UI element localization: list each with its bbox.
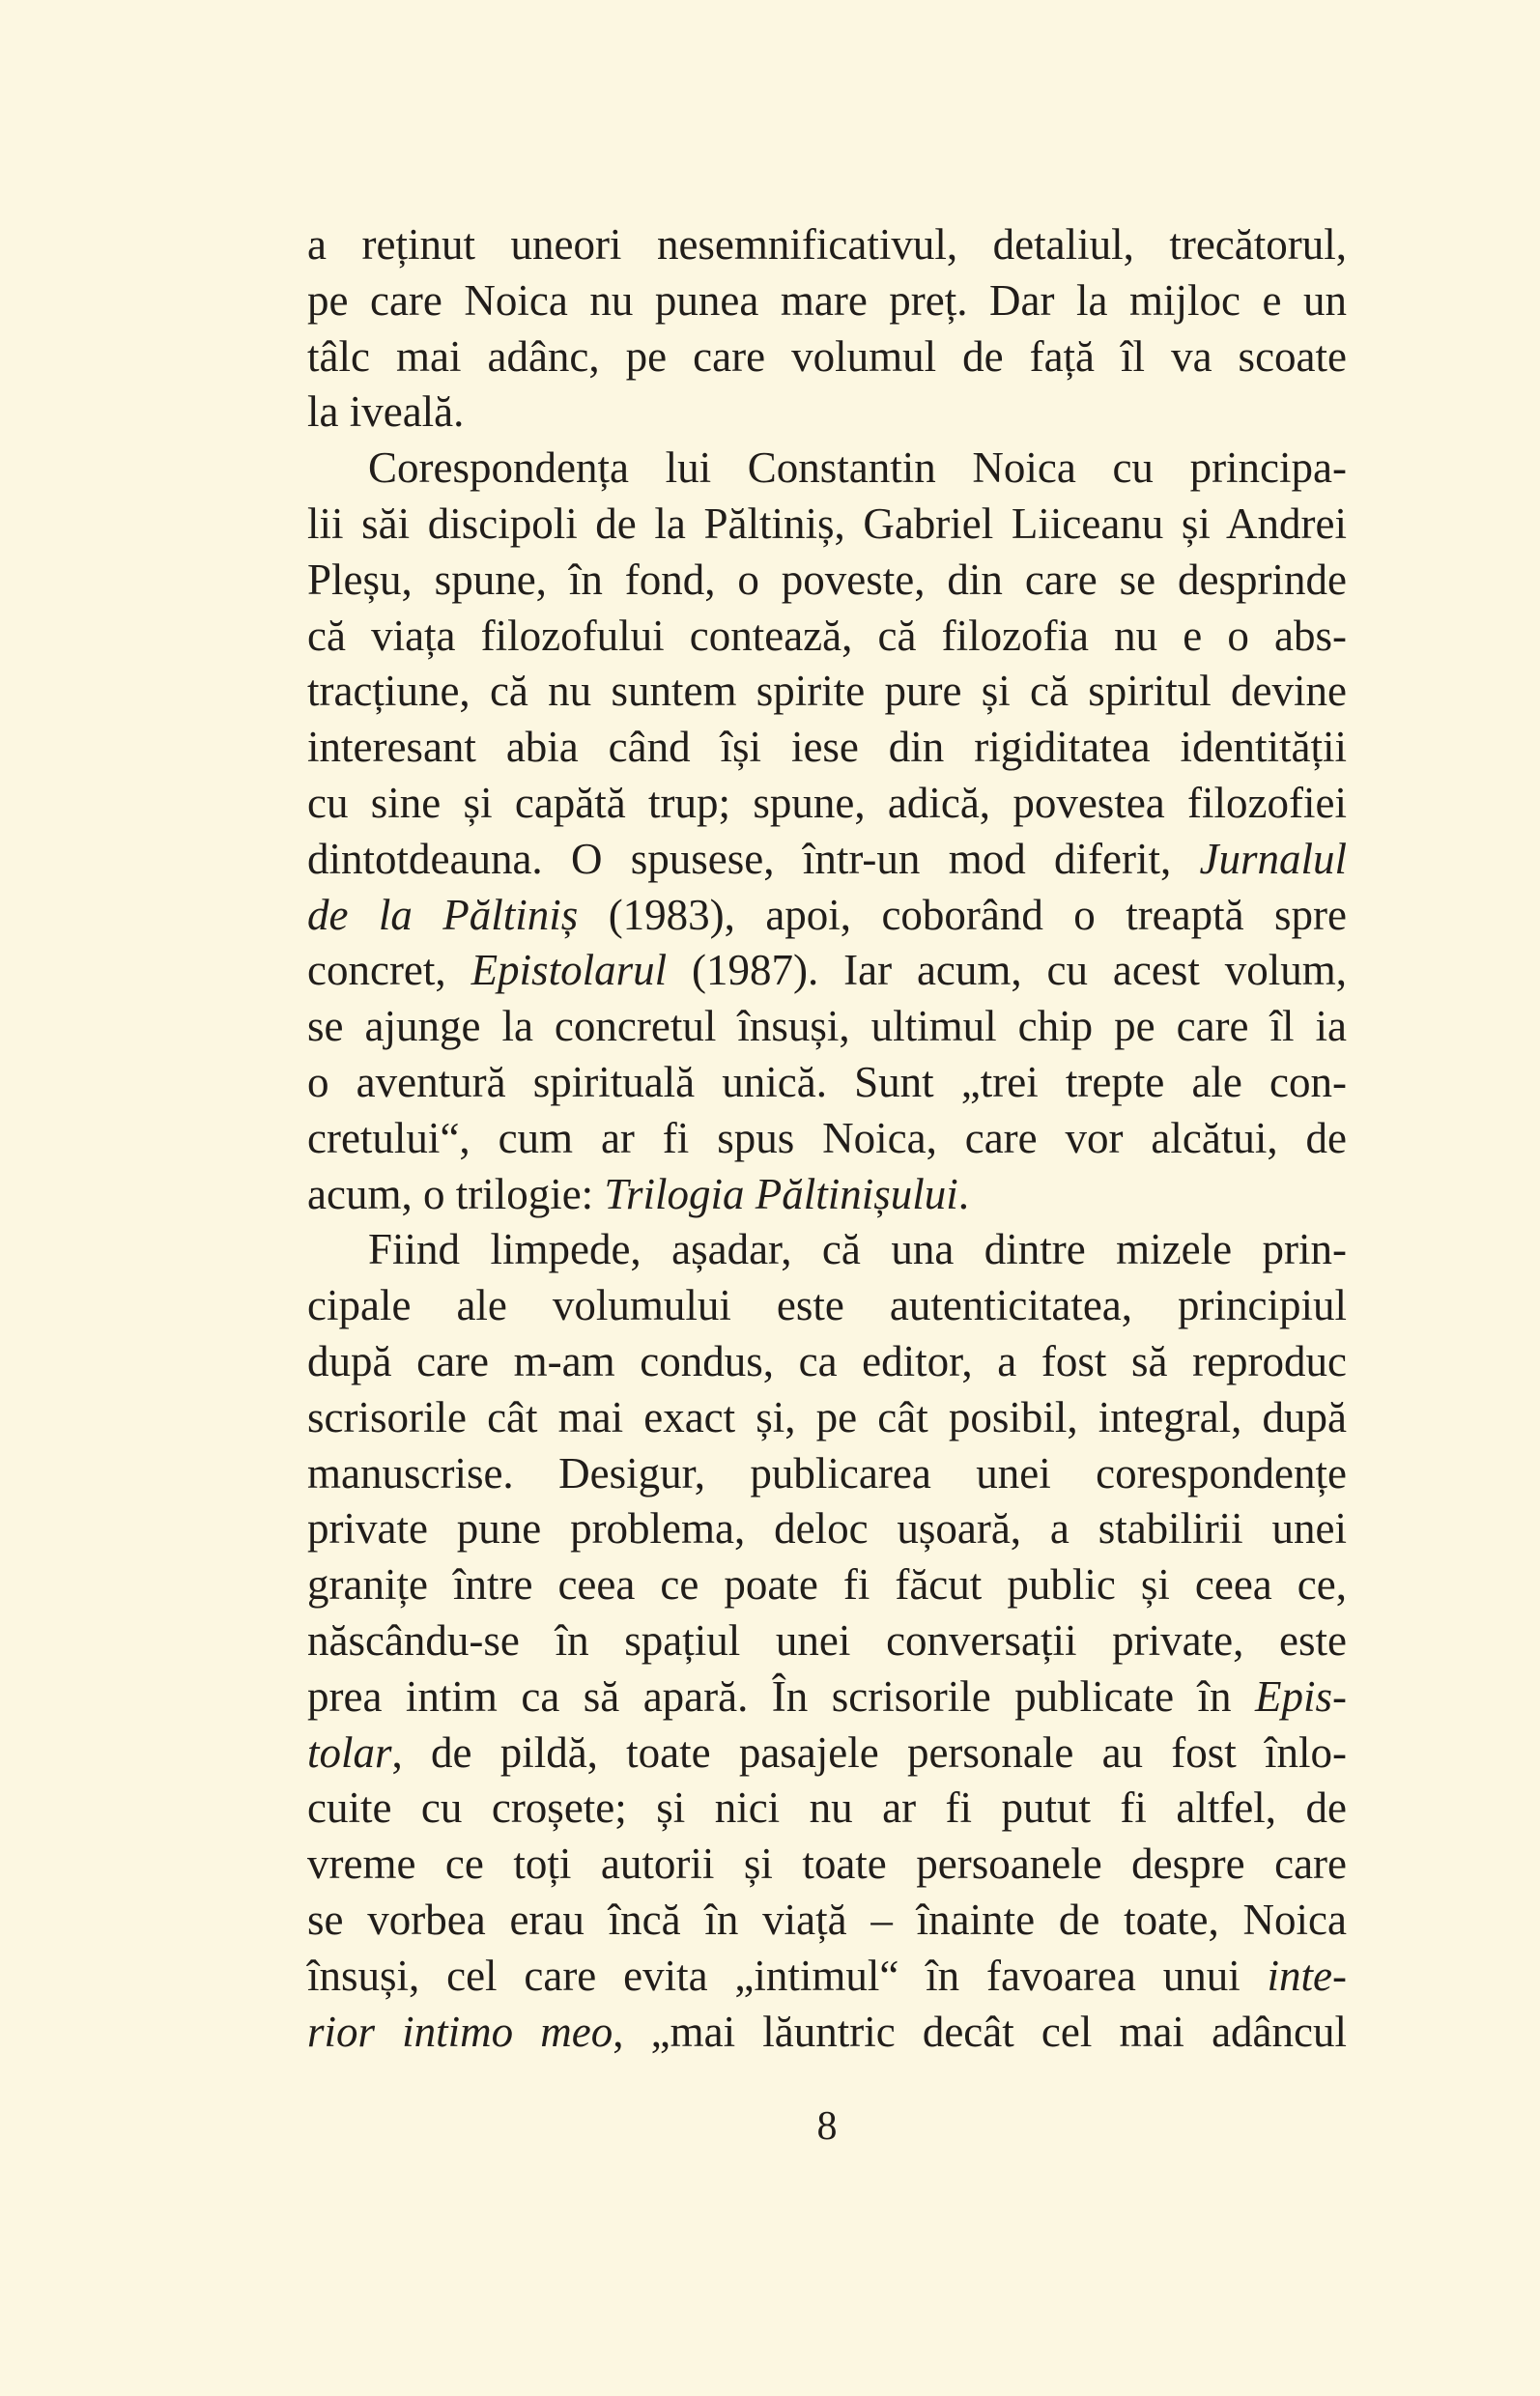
text-run: (1983), apoi, coborând o treaptă spre [578,890,1347,939]
text-run: prea intim ca să apară. În scrisorile publicate în [307,1671,1255,1721]
text-run-italic: rior intimo meo [307,2007,613,2056]
text-run: vreme ce toți autorii și toate persoanele despre care [307,1840,1347,1889]
text-line [307,2005,1347,2061]
text-line [307,1669,1347,1726]
text-run: private pune problema, deloc ușoară, a stabilirii unei [307,1504,1347,1554]
text-line [307,776,1347,832]
text-run-italic: Epistolarul [471,946,668,995]
page-text-block [307,217,1347,2060]
text-line [307,385,1347,441]
text-run: Fiind limpede, așadar, că una dintre mizele prin- [368,1225,1347,1274]
text-line [307,273,1347,329]
text-line [307,1613,1347,1669]
text-run: , „mai lăuntric decât cel mai adâncul [613,2007,1347,2056]
text-run: se vorbea erau încă în viață – înainte de toate, Noica [307,1895,1347,1944]
text-run-italic: de la Păltiniș [307,890,579,939]
text-line [307,664,1347,720]
text-run: Pleșu, spune, în fond, o poveste, din care se desprinde [307,555,1347,604]
text-line [307,1893,1347,1949]
text-line [307,1949,1347,2005]
text-line [307,1111,1347,1167]
text-run: tracțiune, că nu suntem spirite pure și că spiritul devine [307,667,1347,716]
text-line [307,497,1347,553]
text-run: cipale ale volumului este autenticitatea, principiul [307,1281,1347,1330]
text-run: cuite cu croșete; și nici nu ar fi putut fi altfel, de [307,1783,1347,1833]
text-line [307,1557,1347,1613]
text-run: născându-se în spațiul unei conversații private, este [307,1615,1347,1665]
text-run: . [957,1169,969,1218]
text-run: interesant abia când își iese din rigiditatea identității [307,723,1347,772]
text-run: acum, o trilogie: [307,1169,605,1218]
text-line [307,999,1347,1055]
text-line [307,1055,1347,1111]
text-run: tâlc mai adânc, pe care volumul de față îl va scoate [307,331,1347,381]
text-run: lii săi discipoli de la Păltiniș, Gabriel Liiceanu și Andrei [307,499,1347,548]
text-line [307,609,1347,665]
text-line [307,1278,1347,1334]
page-number: 8 [816,2104,838,2149]
text-run: Corespondența lui Constantin Noica cu principa- [368,443,1347,493]
text-run: dintotdeauna. O spusese, într-un mod diferit, [307,834,1200,883]
text-line [307,329,1347,385]
text-run: manuscrise. Desigur, publicarea unei corespondențe [307,1448,1347,1498]
text-line [307,553,1347,609]
text-run-italic: Trilogia Păltinișului [604,1169,958,1218]
text-line [307,217,1347,273]
text-run-italic: tolar [307,1727,392,1777]
text-run: a reținut uneori nesemnificativul, detaliul, trecătorul, [307,220,1347,269]
text-run: scrisorile cât mai exact și, pe cât posibil, integral, după [307,1392,1347,1441]
text-line [307,1334,1347,1390]
text-line [307,720,1347,776]
text-run: însuși, cel care evita „intimul“ în favoarea unui [307,1951,1268,2000]
text-line [307,1390,1347,1446]
text-line [307,1222,1347,1278]
text-line [307,1726,1347,1782]
text-line [307,943,1347,999]
text-line [307,1446,1347,1502]
text-run: cu sine și capătă trup; spune, adică, povestea filozofiei [307,778,1347,827]
text-run: la iveală. [307,387,465,437]
text-run: granițe între ceea ce poate fi făcut public și ceea ce, [307,1560,1347,1610]
text-line [307,1781,1347,1837]
text-run-italic: Epis- [1255,1671,1347,1721]
text-lines [307,217,1347,2060]
text-run: , de pildă, toate pasajele personale au fost înlo- [391,1727,1347,1777]
text-run: (1987). Iar acum, cu acest volum, [667,946,1347,995]
text-run: pe care Noica nu punea mare preț. Dar la mijloc e un [307,275,1347,325]
text-line [307,1837,1347,1893]
text-run: după care m-am condus, ca editor, a fost să reproduc [307,1336,1347,1385]
text-run-italic: Jurnalul [1199,834,1347,883]
text-line [307,888,1347,944]
text-line [307,832,1347,888]
text-line [307,1501,1347,1557]
text-line [307,441,1347,497]
text-run-italic: inte- [1267,1951,1347,2000]
text-run: cretului“, cum ar fi spus Noica, care vor alcătui, de [307,1113,1347,1162]
text-run: concret, [307,946,471,995]
text-run: că viața filozofului contează, că filozofia nu e o abs- [307,611,1347,660]
text-run: o aventură spirituală unică. Sunt „trei trepte ale con- [307,1057,1347,1106]
text-line [307,1167,1347,1223]
text-run: se ajunge la concretul însuși, ultimul chip pe care îl ia [307,1002,1347,1051]
